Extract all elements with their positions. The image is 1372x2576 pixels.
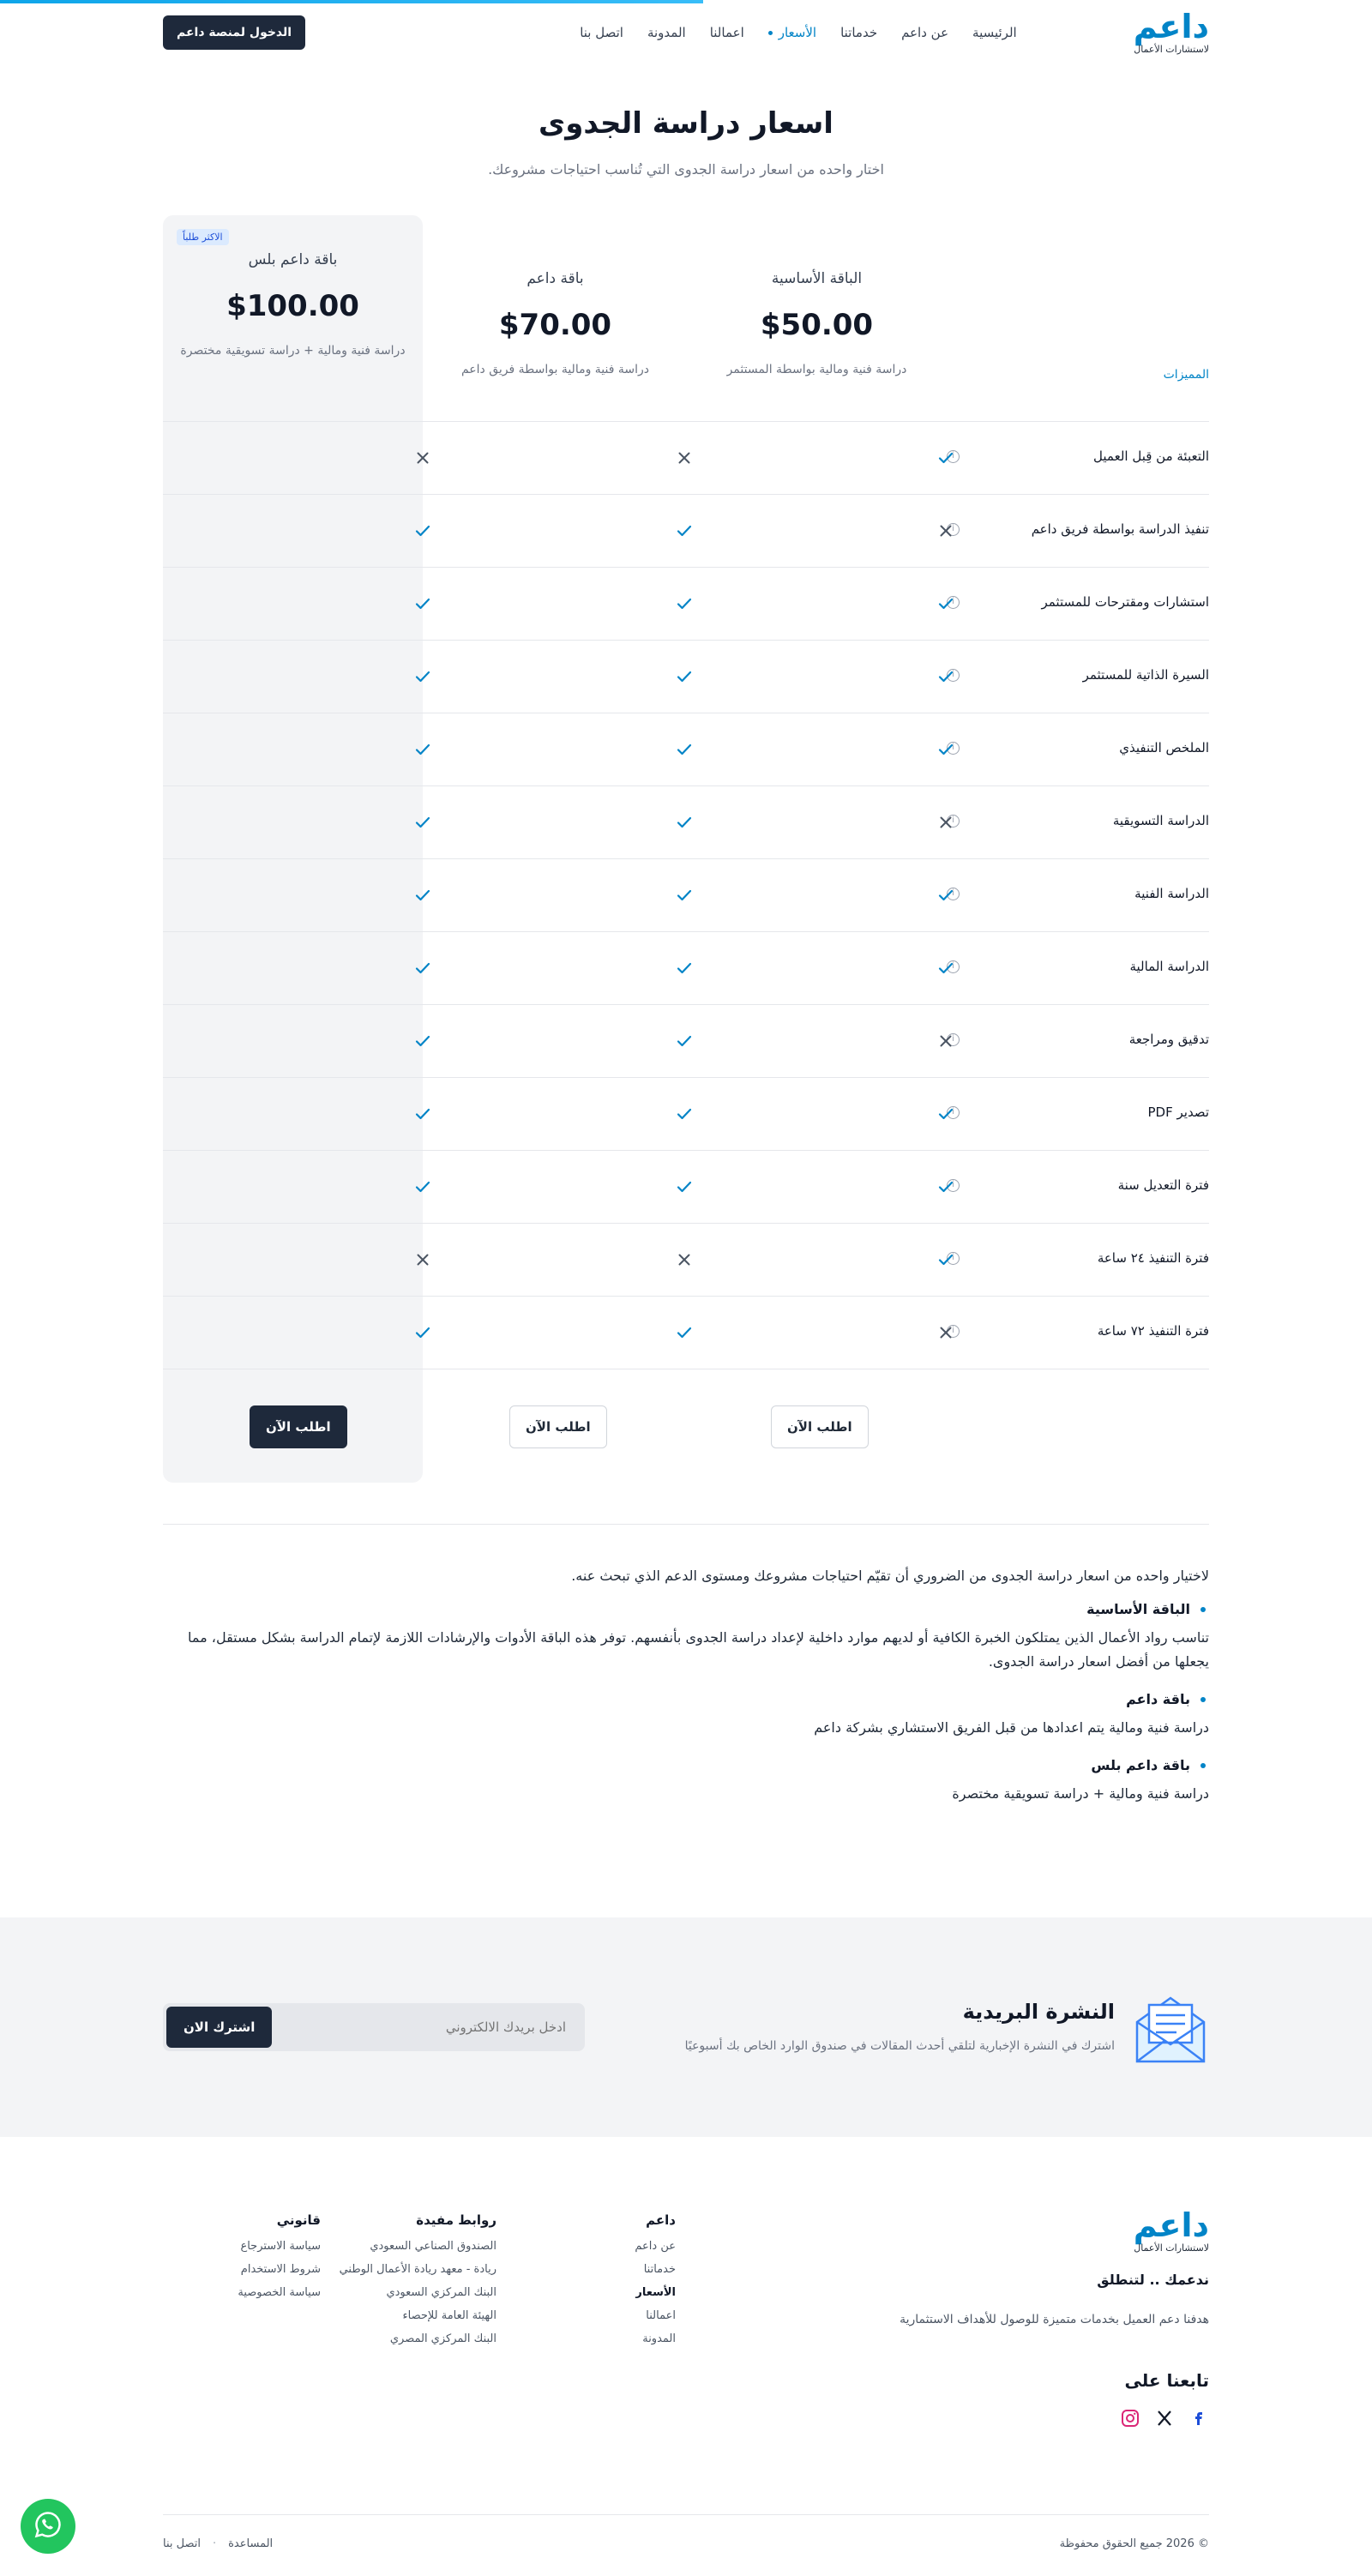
feature-row (163, 494, 1209, 567)
check-icon (674, 958, 695, 978)
plan-price: $100.00 (226, 289, 359, 323)
plan-name: الباقة الأساسية (771, 270, 863, 287)
feature-row (163, 421, 1209, 494)
check-icon (412, 812, 433, 833)
footer-link[interactable]: الأسعار (635, 2286, 676, 2299)
feature-name: الدراسة الفنية (1134, 886, 1209, 901)
plan-daem-header (424, 270, 686, 380)
info-icon[interactable]: i (947, 596, 960, 609)
footer-link[interactable]: ريادة - معهد ريادة الأعمال الوطني (339, 2263, 496, 2276)
cross-icon (412, 1249, 433, 1270)
info-icon[interactable]: i (947, 523, 960, 536)
nav-pricing[interactable] (768, 25, 816, 40)
feature-row (163, 858, 1209, 931)
check-icon (674, 1177, 695, 1197)
email-input[interactable] (259, 2003, 585, 2051)
check-icon (936, 958, 956, 978)
site-logo[interactable] (1134, 10, 1209, 55)
footer-description: هدفنا دعم العميل بخدمات متميزة للوصول للأهداف الاستثمارية (900, 2313, 1209, 2326)
plan-name: باقة داعم بلس (248, 251, 338, 268)
newsletter-section (0, 1917, 1372, 2137)
explanation-item-title (163, 1691, 1209, 1707)
cross-icon (936, 1031, 956, 1051)
info-icon[interactable]: i (947, 888, 960, 900)
explanation-item-title (163, 1601, 1209, 1617)
check-icon (412, 1104, 433, 1124)
help-link[interactable]: المساعدة (228, 2537, 274, 2550)
section-divider (163, 1524, 1209, 1525)
check-icon (936, 593, 956, 614)
info-icon[interactable]: i (947, 450, 960, 463)
order-buttons-row (163, 1369, 1209, 1489)
check-icon (936, 885, 956, 906)
check-icon (674, 1322, 695, 1343)
pricing-hero (163, 65, 1209, 178)
check-icon (412, 1322, 433, 1343)
explanation-intro: لاختيار واحده من اسعار دراسة الجدوى من الضروري أن تقيّم احتياجات مشروعك ومستوى الدعم الذي تبحث عنه. (571, 1568, 1209, 1584)
cross-icon (936, 1322, 956, 1343)
info-icon[interactable]: i (947, 742, 960, 755)
info-icon[interactable]: i (947, 1179, 960, 1192)
info-icon[interactable]: i (947, 960, 960, 973)
info-icon[interactable]: i (947, 669, 960, 682)
feature-name: الدراسة التسويقية (1112, 813, 1209, 828)
order-now-button[interactable]: اطلب الآن (250, 1405, 347, 1448)
cross-icon (674, 1249, 695, 1270)
contact-link[interactable]: اتصل بنا (163, 2537, 201, 2550)
check-icon (936, 1177, 956, 1197)
check-icon (674, 1104, 695, 1124)
cross-icon (412, 448, 433, 468)
page-title: اسعار دراسة الجدوى (539, 106, 833, 141)
check-icon (674, 1031, 695, 1051)
feature-name: السيرة الذاتية للمستثمر (1082, 667, 1209, 683)
check-icon (936, 1104, 956, 1124)
check-icon (412, 1177, 433, 1197)
nav-services[interactable]: خدماتنا (840, 25, 878, 40)
plan-description: دراسة فنية ومالية بواسطة فريق داعم (460, 363, 650, 376)
newsletter-subtitle: اشترك في النشرة الإخبارية لتلقي أحدث المقالات في صندوق الوارد الخاص بك أسبوعيًا (684, 2039, 1115, 2053)
bullet-dot (1200, 1763, 1206, 1768)
page-subtitle: اختار واحده من اسعار دراسة الجدوى التي تُناسب احتياجات مشروعك. (488, 161, 884, 178)
cross-icon (936, 521, 956, 541)
logo-wordmark: داعم (1133, 8, 1209, 45)
feature-name: فترة التنفيذ ٢٤ ساعة (1097, 1250, 1209, 1266)
feature-row (163, 1223, 1209, 1296)
footer-link[interactable]: البنك المركزي السعودي (386, 2286, 496, 2299)
explanation-item-text: دراسة فنية ومالية يتم اعدادها من قبل الفريق الاستشاري بشركة داعم (814, 1719, 1209, 1736)
check-icon (412, 1031, 433, 1051)
newsletter-form (163, 2003, 585, 2051)
whatsapp-icon (33, 2509, 63, 2543)
subscribe-button[interactable]: اشترك الان (166, 2007, 272, 2048)
nav-contact[interactable]: اتصل بنا (580, 25, 623, 40)
nav-about[interactable]: عن داعم (901, 25, 949, 40)
feature-name: الدراسة المالية (1129, 959, 1209, 974)
feature-row (163, 1296, 1209, 1369)
plan-plus-header (163, 251, 423, 361)
logo-subtitle: لاستشارات الأعمال (1134, 2242, 1209, 2254)
check-icon (674, 885, 695, 906)
info-icon[interactable]: i (947, 1033, 960, 1046)
feature-name: الملخص التنفيذي (1119, 740, 1209, 755)
footer-link[interactable]: شروط الاستخدام (240, 2263, 321, 2276)
explanation-item-title (163, 1757, 1209, 1773)
check-icon (674, 593, 695, 614)
nav-pricing-label: الأسعار (778, 25, 817, 40)
footer-link[interactable]: سياسة الخصوصية (238, 2286, 321, 2299)
footer-link[interactable]: البنك المركزي المصري (389, 2332, 496, 2345)
order-now-button[interactable]: اطلب الآن (509, 1405, 607, 1448)
site-header (163, 0, 1209, 65)
plan-price: $50.00 (760, 308, 874, 342)
plan-basic-header (686, 270, 948, 380)
info-icon[interactable]: i (947, 1106, 960, 1119)
footer-bottom-bar (163, 2514, 1209, 2576)
footer-column-title: داعم (646, 2212, 676, 2228)
plan-name: باقة داعم (527, 270, 584, 287)
facebook-icon[interactable] (1188, 2408, 1209, 2429)
check-icon (936, 666, 956, 687)
separator-dot: · (212, 2537, 217, 2550)
envelope-icon (1132, 1991, 1209, 2065)
feature-name: تدقيق ومراجعة (1128, 1032, 1209, 1047)
plan-description: دراسة فنية ومالية + دراسة تسويقية مختصرة (180, 344, 406, 358)
feature-row (163, 1077, 1209, 1150)
pricing-table (163, 215, 1209, 1484)
check-icon (412, 739, 433, 760)
nav-home[interactable]: الرئيسية (972, 25, 1017, 40)
features-column-header: المميزات (1163, 368, 1209, 382)
info-icon[interactable]: i (947, 1325, 960, 1338)
footer-logo[interactable] (1133, 2206, 1209, 2254)
check-icon (936, 1249, 956, 1270)
info-icon[interactable]: i (947, 815, 960, 828)
bullet-dot (1200, 1697, 1206, 1702)
feature-row (163, 931, 1209, 1004)
feature-row (163, 1150, 1209, 1223)
explanation-item (163, 1691, 1209, 1740)
order-now-button[interactable]: اطلب الآن (771, 1405, 869, 1448)
footer-tagline: ندعمك .. لتنطلق (1097, 2272, 1209, 2288)
plans-explanation (163, 1568, 1209, 1806)
footer-link[interactable]: عن داعم (635, 2240, 676, 2253)
check-icon (412, 593, 433, 614)
whatsapp-chat-button[interactable] (21, 2499, 75, 2554)
feature-row (163, 785, 1209, 858)
info-icon[interactable]: i (947, 1252, 960, 1265)
item-title-text: باقة داعم بلس (1091, 1757, 1190, 1773)
most-popular-badge: الاكثر طلباً (177, 229, 229, 245)
footer-link[interactable]: اعمالنا (646, 2309, 676, 2322)
instagram-icon[interactable] (1120, 2408, 1140, 2429)
explanation-item-text: دراسة فنية ومالية + دراسة تسويقية مختصرة (952, 1785, 1209, 1802)
check-icon (412, 666, 433, 687)
check-icon (412, 958, 433, 978)
footer-column-title: روابط مفيدة (416, 2212, 496, 2228)
feature-row (163, 713, 1209, 785)
logo-wordmark: داعم (1133, 2206, 1209, 2244)
explanation-item-text: تناسب رواد الأعمال الذين يمتلكون الخبرة الكافية أو لديهم موارد داخلية لإعداد دراسة الجدوى بأنفسهم. توفر هذه الباقة الأدوات والإرشادات اللازمة لإتمام الدراسة بشكل مستقل، مما يجعلها من أفضل اسعار دراسة الجدوى. (188, 1629, 1209, 1670)
newsletter-title: النشرة البريدية (962, 2000, 1115, 2024)
feature-row (163, 567, 1209, 640)
check-icon (674, 666, 695, 687)
check-icon (674, 739, 695, 760)
check-icon (674, 812, 695, 833)
feature-row (163, 640, 1209, 713)
x-twitter-icon[interactable] (1154, 2408, 1175, 2429)
feature-row (163, 1004, 1209, 1077)
feature-name: استشارات ومقترحات للمستثمر (1041, 594, 1209, 610)
logo-subtitle: لاستشارات الأعمال (1134, 44, 1209, 55)
footer-column-daem (635, 2212, 676, 2356)
copyright-text: © 2026 جميع الحقوق محفوظة (1059, 2537, 1209, 2550)
login-button[interactable]: الدخول لمنصة داعم (163, 15, 305, 50)
footer-column-useful-links (340, 2212, 496, 2356)
main-nav (556, 25, 1017, 40)
follow-us-title: تابعنا على (1124, 2370, 1209, 2391)
feature-name: تنفيذ الدراسة بواسطة فريق داعم (1031, 521, 1209, 537)
footer-link[interactable]: الصندوق الصناعي السعودي (370, 2240, 496, 2253)
explanation-item (163, 1757, 1209, 1806)
item-title-text: باقة داعم (1126, 1691, 1190, 1707)
check-icon (936, 448, 956, 468)
feature-name: التعبئة من قِبل العميل (1093, 448, 1209, 464)
active-indicator-dot (768, 31, 773, 35)
footer-link[interactable]: خدماتنا (643, 2263, 676, 2276)
check-icon (674, 521, 695, 541)
cross-icon (936, 812, 956, 833)
nav-works[interactable]: اعمالنا (709, 25, 744, 40)
footer-bottom-links (163, 2537, 273, 2550)
explanation-item (163, 1601, 1209, 1674)
feature-name: فترة التنفيذ ٧٢ ساعة (1097, 1323, 1209, 1339)
nav-blog[interactable]: المدونة (647, 25, 686, 40)
feature-name: تصدير PDF (1147, 1104, 1209, 1120)
footer-column-legal (238, 2212, 321, 2309)
footer-column-title: قانوني (276, 2212, 321, 2228)
check-icon (936, 739, 956, 760)
social-links (1120, 2408, 1209, 2429)
footer-link[interactable]: الهيئة العامة للإحصاء (402, 2309, 496, 2322)
footer-link[interactable]: سياسة الاسترجاع (240, 2240, 321, 2253)
plan-description: دراسة فنية ومالية بواسطة المستثمر (726, 363, 907, 376)
cross-icon (674, 448, 695, 468)
feature-rows (163, 421, 1209, 1489)
feature-name: فترة التعديل سنة (1117, 1177, 1209, 1193)
footer-link[interactable]: المدونة (642, 2332, 676, 2345)
check-icon (412, 521, 433, 541)
check-icon (412, 885, 433, 906)
item-title-text: الباقة الأساسية (1086, 1601, 1190, 1617)
plan-price: $70.00 (498, 308, 612, 342)
site-footer (0, 2137, 1372, 2576)
bullet-dot (1200, 1607, 1206, 1612)
